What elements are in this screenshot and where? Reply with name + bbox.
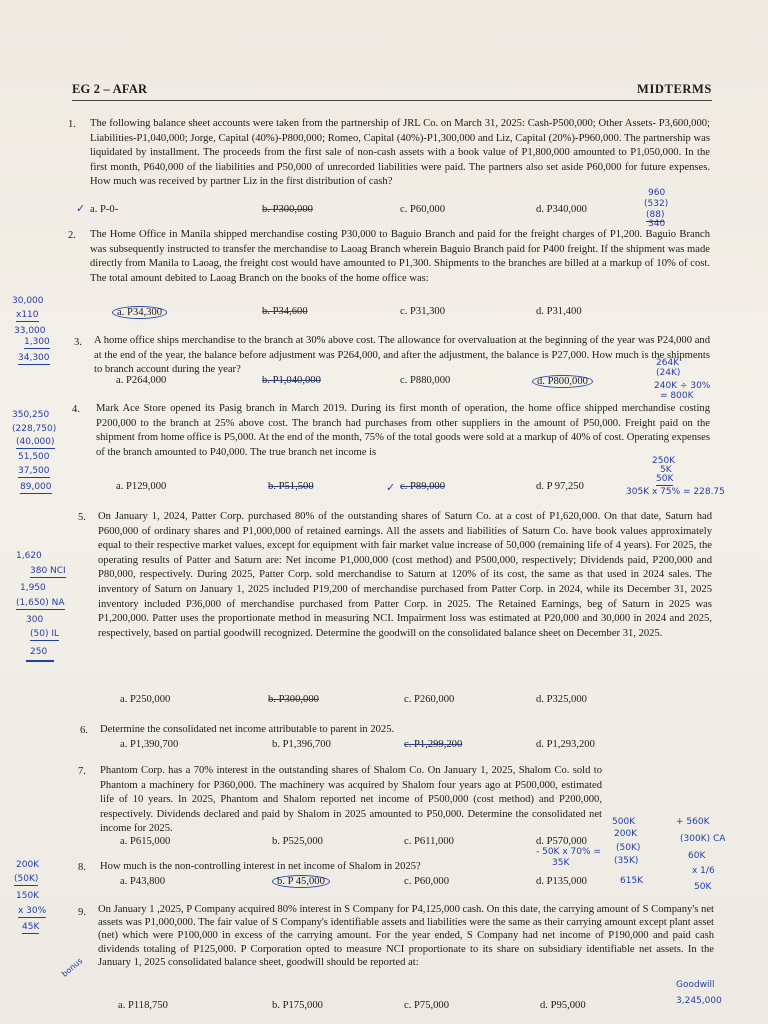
hw-q1-line3: (88) — [646, 210, 665, 220]
hw-q7-line7: 615K — [620, 876, 644, 886]
hw-q1-line2: (532) — [644, 199, 669, 209]
question-3-option-d: d. P800,000 — [532, 375, 593, 388]
question-1-option-d: d. P340,000 — [536, 204, 587, 215]
question-8-option-a: a. P43,800 — [120, 876, 166, 887]
hw-q3-line1: 264K — [656, 358, 680, 368]
question-9-option-d: d. P95,000 — [540, 1000, 586, 1011]
hw-q7-line9: (300K) CA — [680, 834, 726, 844]
hw-q8-line1: 200K — [16, 860, 40, 870]
hw-q9-bonus-note: bonus — [59, 956, 85, 979]
hw-q1-line1: 960 — [648, 188, 666, 198]
hw-q4-right-line3: 50K — [656, 474, 674, 484]
question-1-option-a: a. P-0- — [90, 204, 119, 215]
question-9-option-a: a. P118,750 — [118, 1000, 168, 1011]
question-2-text: The Home Office in Manila shipped merchandise costing P30,000 to Baguio Branch and paid for the freight charges of P1,200. Baguio Branch was subsequently instructed to transfer the merchandise to Laoag Branch wherein Baguio Branch paid for P400 freight. If the shipment was made directly from Manila to Laoag, the freight cost would have amounted to P1,300. Shipments to the branches are billed at a markup of 10% of cost. The total amount debited to Laoag Branch on the books of the home office was: — [90, 229, 710, 284]
hw-q4-right-line1: 250K — [652, 456, 676, 466]
page-header — [72, 80, 712, 101]
hw-q7-line2: 200K — [614, 829, 638, 839]
question-3-option-a: a. P264,000 — [116, 375, 167, 386]
question-1-option-b: b. P300,000 — [262, 204, 313, 215]
hw-q5-line1: 1,620 — [16, 551, 42, 561]
question-2-option-b: b. P34,600 — [262, 306, 308, 317]
question-9-text: On January 1 ,2025, P Company acquired 80% interest in S Company for P4,125,000 cash. On this date, the carrying amount of S Company's net assets was P1,000,000. The fair value of S Company's identifiable assets and liabilities were the same as their carrying amount except plant asset (net) which were P100,000 in excess of the carrying amount. For the year ended, S Company had net income of P190,000 and paid cash dividends totaling of P125,000. P Corporation opted to measure NCI proportionate to its share on subsidiary identifiable net assets. In the January 1, 2025 consolidated balance sheet, goodwill should be reported at: — [98, 904, 714, 968]
hw-q2-line4: 1,300 — [24, 337, 50, 347]
question-5-option-d: d. P325,000 — [536, 694, 587, 705]
hw-q5-line5: 300 — [26, 615, 44, 625]
hw-q5-line2: 380 NCI — [30, 566, 66, 576]
question-9-number: 9. — [78, 907, 86, 918]
hw-q7-line6: (35K) — [614, 856, 639, 866]
question-6-option-c: c. P1,299,200 — [404, 739, 463, 750]
question-2-option-d: d. P31,400 — [536, 306, 582, 317]
hw-q8-line4: x 30% — [18, 906, 47, 916]
hw-q1-line4: 340 — [648, 219, 666, 229]
hw-q3-line4: = 800K — [660, 391, 694, 401]
hw-q8-line2: (50K) — [14, 874, 39, 884]
question-4-option-c: c. P89,000 — [400, 481, 446, 492]
check-mark-q1: ✓ — [76, 202, 86, 215]
question-3-text: A home office ships merchandise to the branch at 30% above cost. The allowance for overvaluation at the beginning of the year was P24,000 and at the end of the year, the balance before adjustment was P264,000, and after the adjustment, the balance is P27,000. How much is the shipments to branch account during the year? — [94, 335, 710, 376]
question-1-number: 1. — [68, 119, 76, 130]
question-5-option-c: c. P260,000 — [404, 694, 455, 705]
question-6-option-a: a. P1,390,700 — [120, 739, 179, 750]
hw-q7-line11: x 1/6 — [692, 866, 715, 876]
hw-q5-line4: (1,650) NA — [16, 598, 65, 608]
question-2-number: 2. — [68, 230, 76, 241]
hw-q4-left-line2: (228,750) — [12, 424, 57, 434]
hw-q4-right-line4: 305K x 75% = 228.75 — [626, 487, 725, 497]
question-8-option-c: c. P60,000 — [404, 876, 450, 887]
hw-q7-line4: (50K) — [616, 843, 641, 853]
hw-q4-left-line5: 37,500 — [18, 466, 50, 476]
hw-q7-line8: + 560K — [676, 817, 710, 827]
question-7-option-d: d. P570,000 — [536, 836, 587, 847]
question-4-option-d: d. P 97,250 — [536, 481, 584, 492]
hw-q5-underline — [26, 660, 54, 662]
question-6-option-d: d. P1,293,200 — [536, 739, 595, 750]
question-8-number: 8. — [78, 862, 86, 873]
hw-q7-line1: 500K — [612, 817, 636, 827]
question-9-option-b: b. P175,000 — [272, 1000, 323, 1011]
hw-q4-left-line3: (40,000) — [16, 437, 55, 447]
hw-q2-line2: x110 — [16, 310, 39, 320]
hw-q2-line1: 30,000 — [12, 296, 44, 306]
hw-q9-goodwill-value: 3,245,000 — [676, 996, 722, 1006]
hw-q7-line3: - 50K x 70% = — [536, 847, 601, 857]
hw-q4-left-line4: 51,500 — [18, 452, 50, 462]
hw-q7-line12: 50K — [694, 882, 712, 892]
question-3-number: 3. — [74, 337, 82, 348]
question-1-option-c: c. P60,000 — [400, 204, 446, 215]
question-5-option-a: a. P250,000 — [120, 694, 171, 705]
hw-q2-line3: 33,000 — [14, 326, 46, 336]
question-4-number: 4. — [72, 404, 80, 415]
question-8-option-d: d. P135,000 — [536, 876, 587, 887]
hw-q4-left-line6: 89,000 — [20, 482, 52, 492]
question-7-option-c: c. P611,000 — [404, 836, 454, 847]
hw-q9-goodwill-label: Goodwill — [676, 980, 715, 990]
question-9-option-c: c. P75,000 — [404, 1000, 450, 1011]
check-mark-q4: ✓ — [386, 481, 396, 494]
hw-q7-line5: 35K — [552, 858, 570, 868]
hw-q7-line10: 60K — [688, 851, 706, 861]
hw-q5-line6: (50) IL — [30, 629, 60, 639]
question-5-number: 5. — [78, 512, 86, 523]
question-6-number: 6. — [80, 725, 88, 736]
question-3-option-c: c. P880,000 — [400, 375, 451, 386]
course-code: EG 2 – AFAR — [72, 82, 148, 96]
exam-title: MIDTERMS — [637, 82, 712, 96]
question-6-option-b: b. P1,396,700 — [272, 739, 331, 750]
question-6-text: Determine the consolidated net income attributable to parent in 2025. — [100, 724, 395, 735]
question-2-option-a: a. P34,300 — [112, 306, 167, 319]
question-4-option-b: b. P51,500 — [268, 481, 314, 492]
hw-q8-line3: 150K — [16, 891, 40, 901]
hw-q4-left-line1: 350,250 — [12, 410, 50, 420]
question-8-option-b: b. P 45,000 — [272, 875, 330, 888]
question-4-text: Mark Ace Store opened its Pasig branch in March 2019. During its first month of operation, the home office shipped merchandise costing P200,000 to the branch at 25% above cost. The branch had purchases from other suppliers in the amount of P50,000. Freight paid on the shipment from home office is P5,000. At the end of the month, 75% of the total goods were sold at a markup of 40% of cost. Operating expenses of the branch amounted to P40,000. The true branch net income is — [96, 403, 710, 458]
question-7-option-a: a. P615,000 — [120, 836, 171, 847]
hw-q2-line5: 34,300 — [18, 353, 50, 363]
question-8-text: How much is the non-controlling interest in net income of Shalom in 2025? — [100, 861, 421, 872]
hw-q3-line3: 240K ÷ 30% — [654, 381, 711, 391]
question-7-text: Phantom Corp. has a 70% interest in the outstanding shares of Shalom Co. On January 1, 2025, Shalom Co. sold to Phantom a machinery for P360,000. The machinery was acquired by Shalom four years ago at P500,000, estimated life of 10 years. In 2025, Phantom and Shalom reported net income of P500,000 (cost method) and P200,000, respectively. Dividends declared and paid by Shalom in 2025 amounted to P50,000. Determine the consolidated net income for 2025. — [100, 765, 602, 835]
question-5-text: On January 1, 2024, Patter Corp. purchased 80% of the outstanding shares of Saturn Co. at a cost of P1,620,000. On that date, Saturn had P600,000 of ordinary shares and P1,000,000 of retained earnings. All the assets and liabilities of Saturn Co. have book values approximately equal to their respective market values, except for equipment with fair market value increase of 50,000 (remaining life of 4 years). For 2025, the operating results of Patter and Saturn are: Net income P1,000,000 (cost method) and P500,000, respectively; Dividends paid, P200,000 and P80,000, respectively. During 2025, Patter Corp. sold merchandise to Saturn at 120% of its cost, the same as that used in 2024 sales. The inventory of Saturn on January 1, 2025 included P19,200 of merchandise purchased from Patter Corp. in 2024, while its December 31, 2025 inventory included P36,000 of merchandise purchased from Patter Corp. in 2025. The Retained Earnings, beg of Saturn in 2025 was P1,200,000. Patter uses the proportionate method in measuring NCI. Impairment loss was estimated at P20,000 and 30,000 in 2024 and 2025, respectively, based on partial goodwill recognized. Determine the goodwill on the consolidated balance sheet on December 31, 2025. — [98, 511, 712, 639]
hw-q8-line5: 45K — [22, 922, 40, 932]
question-5-option-b: b. P300,000 — [268, 694, 319, 705]
hw-q5-line7: 250 — [30, 647, 48, 657]
question-1-text: The following balance sheet accounts were taken from the partnership of JRL Co. on March 31, 2025: Cash-P500,000; Other Assets- P3,600,000; Liabilities-P1,040,000; Jorge, Capital (40%)-P800,000; Romeo, Capital (40%)-P1,300,000 and Liz, Capital (20%)-P960,000. The partnership was liquidated by installment. The proceeds from the first sale of non-cash assets with a book value of P1,800,000 amounted to P1,050,000. In the first month, P640,000 of the liabilities and P50,000 of unrecorded liabilities were paid. The partners also set aside P60,000 for future expenses. How much was received by partner Liz in the first distribution of cash? — [90, 118, 710, 188]
question-3-option-b: b. P1,040,000 — [262, 375, 321, 386]
hw-q5-line3: 1,950 — [20, 583, 46, 593]
question-7-number: 7. — [78, 766, 86, 777]
question-2-option-c: c. P31,300 — [400, 306, 446, 317]
hw-q3-line2: (24K) — [656, 368, 681, 378]
question-4-option-a: a. P129,000 — [116, 481, 167, 492]
question-7-option-b: b. P525,000 — [272, 836, 323, 847]
hw-q4-right-line2: 5K — [660, 465, 672, 475]
